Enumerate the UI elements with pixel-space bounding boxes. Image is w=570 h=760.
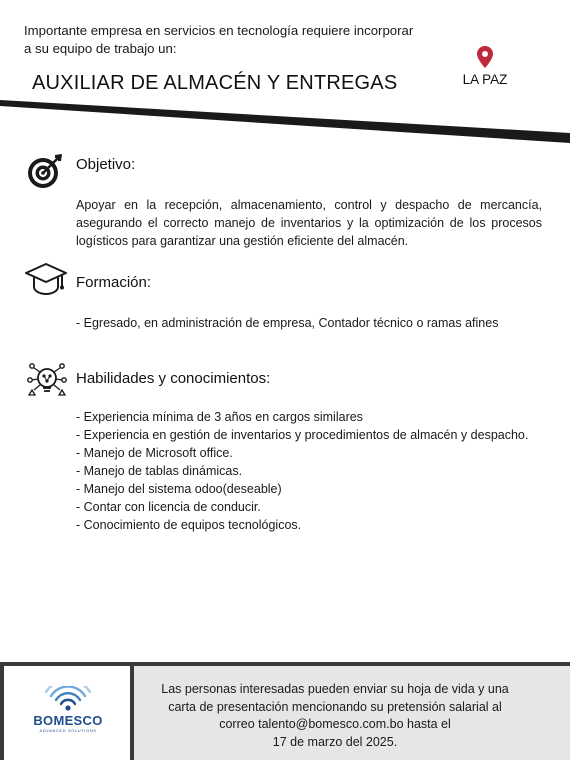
list-item: - Experiencia en gestión de inventarios y procedimientos de almacén y despacho. xyxy=(76,428,529,442)
footer-line-4: 17 de marzo del 2025. xyxy=(272,734,398,749)
habilidades-heading: Habilidades y conocimientos: xyxy=(76,370,271,387)
logo-name: BOMESCO xyxy=(33,713,103,728)
habilidades-list xyxy=(76,408,542,534)
list-item: - Conocimiento de equipos tecnológicos. xyxy=(76,518,302,532)
map-pin-icon xyxy=(477,46,493,68)
footer-line-3: correo talento@bomesco.com.bo hasta el xyxy=(219,717,451,731)
formacion-heading: Formación: xyxy=(76,274,152,291)
objetivo-heading: Objetivo: xyxy=(76,156,136,173)
formacion-text: - Egresado, en administración de empresa, Contador técnico o ramas afines xyxy=(76,316,499,330)
footer-text xyxy=(140,681,530,751)
graduation-cap-icon xyxy=(24,262,68,298)
target-icon xyxy=(26,152,64,190)
logo-tagline: ADVANCED SOLUTIONS xyxy=(39,728,97,733)
bomesco-signal-icon xyxy=(40,686,96,712)
intro-line-2: a su equipo de trabajo un: xyxy=(24,40,177,56)
location-label: LA PAZ xyxy=(462,72,508,87)
location xyxy=(458,46,512,87)
list-item: - Contar con licencia de conducir. xyxy=(76,500,261,514)
footer-line-2: carta de presentación mencionando su pretensión salarial al xyxy=(168,699,502,714)
list-item: - Manejo del sistema odoo(deseable) xyxy=(76,482,282,496)
company-logo xyxy=(20,686,116,746)
list-item: - Manejo de Microsoft office. xyxy=(76,446,233,460)
intro-text xyxy=(24,22,464,57)
job-title: AUXILIAR DE ALMACÉN Y ENTREGAS xyxy=(32,72,398,94)
intro-line-1: Importante empresa en servicios en tecnología requiere incorporar xyxy=(24,23,414,38)
footer-line-1: Las personas interesadas pueden enviar su hoja de vida y una xyxy=(161,682,509,696)
list-item: - Experiencia mínima de 3 años en cargos similares xyxy=(76,410,363,424)
idea-bulb-icon xyxy=(26,360,68,398)
list-item: - Manejo de tablas dinámicas. xyxy=(76,464,243,478)
objetivo-text: Apoyar en la recepción, almacenamiento, control y despacho de mercancía, asegurando el correcto manejo de inventarios y la optimización de los procesos logísticos para garantizar una gestión eficiente del almacén. xyxy=(76,198,542,248)
